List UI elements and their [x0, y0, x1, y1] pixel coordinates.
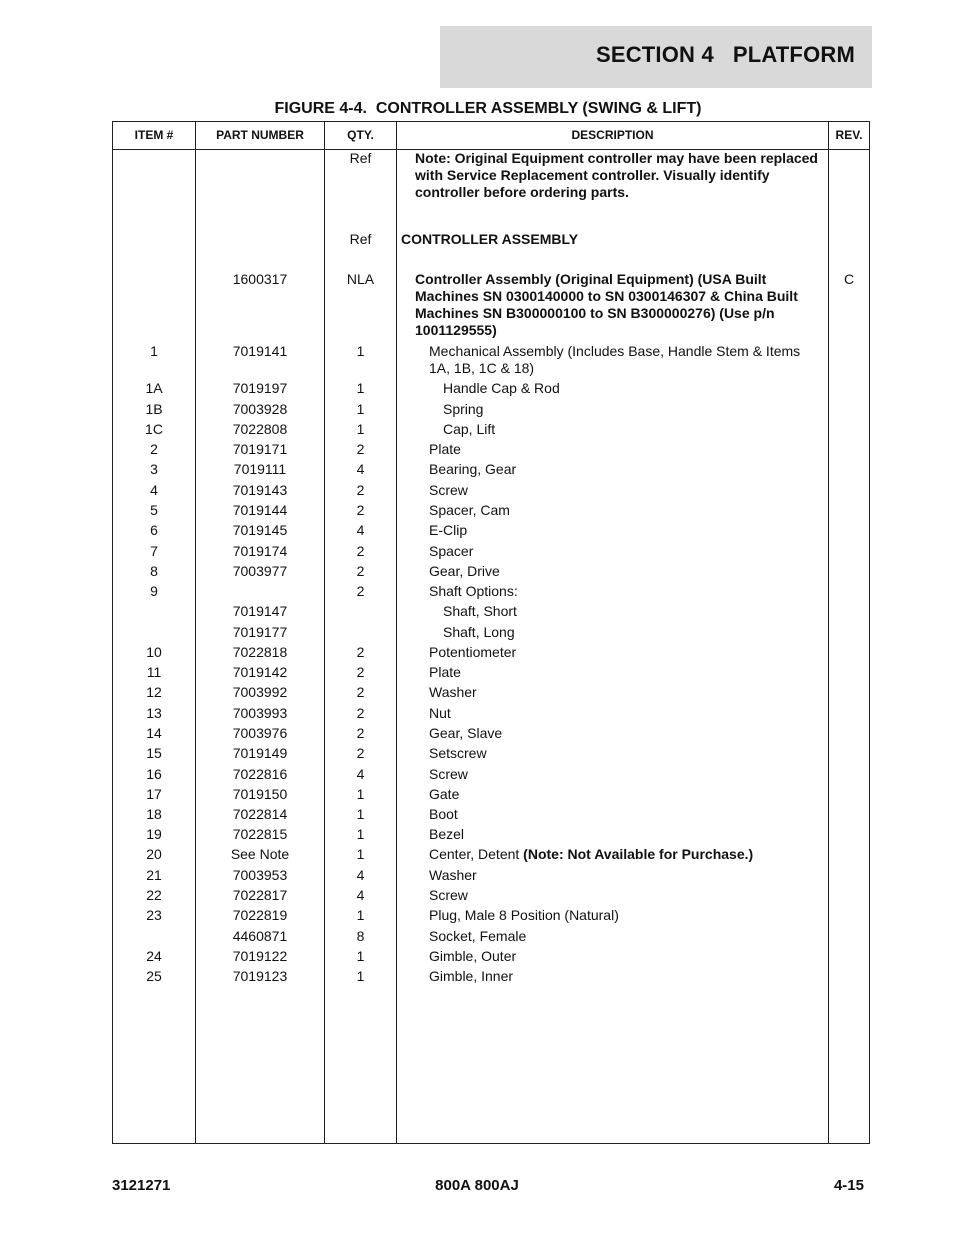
description	[443, 421, 825, 438]
description-text: Washer	[429, 684, 477, 700]
item-number: 6	[150, 522, 158, 538]
item-number: 20	[146, 846, 162, 862]
part-number: 7019144	[232, 502, 288, 518]
item-number: 18	[146, 806, 162, 822]
part-number: 7019150	[232, 786, 288, 802]
description	[429, 644, 825, 661]
quantity: 1	[356, 786, 365, 802]
section-title: SECTION 4 PLATFORM	[595, 42, 855, 67]
quantity: 1	[356, 948, 365, 964]
description	[429, 705, 825, 722]
quantity: 2	[356, 482, 365, 498]
description-text: Nut	[429, 705, 451, 721]
description	[415, 271, 825, 339]
part-number: 7019111	[233, 461, 287, 477]
description	[429, 563, 825, 580]
description-text: Center, Detent	[429, 846, 524, 862]
quantity: 1	[356, 826, 365, 842]
part-number: 7019197	[232, 380, 288, 396]
part-number: 7019141	[232, 343, 288, 359]
quantity: 4	[356, 522, 365, 538]
quantity: 2	[356, 543, 365, 559]
item-number: 8	[150, 563, 158, 579]
quantity: 2	[356, 563, 365, 579]
quantity: 2	[356, 583, 365, 599]
part-number: 7022819	[232, 907, 288, 923]
footer-doc-number: 3121271	[112, 1177, 171, 1194]
description-text: Potentiometer	[429, 644, 517, 660]
description-text: Gear, Slave	[429, 725, 503, 741]
part-number: 7003953	[232, 867, 288, 883]
description-note: (Note: Not Available for Purchase.)	[523, 846, 754, 862]
part-number: 7022818	[232, 644, 288, 660]
description-text: Gimble, Inner	[429, 968, 514, 984]
description-text: Screw	[429, 482, 468, 498]
part-number: 7019122	[232, 948, 288, 964]
description-text: Shaft, Long	[443, 624, 515, 640]
description-text: Shaft, Short	[443, 603, 517, 619]
quantity: 2	[356, 441, 365, 457]
description-text: Boot	[429, 806, 458, 822]
part-number: 7019177	[232, 624, 288, 640]
description	[443, 624, 825, 641]
description	[429, 461, 825, 478]
description-text: Bearing, Gear	[429, 461, 517, 477]
description	[429, 928, 825, 945]
description	[429, 745, 825, 762]
part-number: See Note	[230, 846, 290, 862]
description-text: Screw	[429, 766, 468, 782]
description-text: Plate	[429, 441, 461, 457]
description-text: Controller Assembly (Original Equipment) (USA Built Machines SN 0300140000 to SN 0300146307 & China Built Machines SN B300000100 to SN B300000276) (Use p/n 1001129555)	[415, 271, 802, 338]
item-number: 7	[150, 543, 158, 559]
description-text: Socket, Female	[429, 928, 527, 944]
item-number: 22	[146, 887, 162, 903]
quantity: 2	[356, 745, 365, 761]
item-number: 16	[146, 766, 162, 782]
description-text: Setscrew	[429, 745, 487, 761]
description-text: Plate	[429, 664, 461, 680]
item-number: 1A	[145, 380, 163, 396]
description-text: Washer	[429, 867, 477, 883]
description	[443, 380, 825, 397]
description-text: CONTROLLER ASSEMBLY	[401, 231, 579, 247]
description	[429, 867, 825, 884]
part-number: 7019123	[232, 968, 288, 984]
quantity: 1	[356, 968, 365, 984]
description	[429, 786, 825, 803]
quantity: 2	[356, 684, 365, 700]
item-number: 12	[146, 684, 162, 700]
quantity: Ref	[349, 231, 372, 247]
quantity: 4	[356, 461, 365, 477]
description	[429, 502, 825, 519]
item-number: 4	[150, 482, 158, 498]
quantity: 4	[356, 867, 365, 883]
description	[429, 543, 825, 560]
description	[429, 725, 825, 742]
quantity: 1	[356, 401, 365, 417]
part-number: 7003992	[232, 684, 288, 700]
part-number: 7022815	[232, 826, 288, 842]
item-number: 19	[146, 826, 162, 842]
item-number: 14	[146, 725, 162, 741]
quantity: 2	[356, 502, 365, 518]
quantity: 4	[356, 766, 365, 782]
part-number: 7019142	[232, 664, 288, 680]
part-number: 7019149	[232, 745, 288, 761]
footer-model: 800A 800AJ	[435, 1177, 519, 1194]
quantity: 1	[356, 343, 365, 359]
description	[429, 583, 825, 600]
description-text: Spring	[443, 401, 484, 417]
description	[429, 887, 825, 904]
description	[429, 664, 825, 681]
description-text: Gimble, Outer	[429, 948, 517, 964]
description-text: Spacer, Cam	[429, 502, 510, 518]
quantity: NLA	[346, 271, 375, 287]
item-number: 1C	[145, 421, 163, 437]
quantity: Ref	[349, 150, 372, 166]
item-number: 1B	[145, 401, 163, 417]
part-number: 1600317	[232, 271, 288, 287]
description	[429, 482, 825, 499]
part-number: 7019145	[232, 522, 288, 538]
part-number: 7003928	[232, 401, 288, 417]
figure-title: FIGURE 4-4. CONTROLLER ASSEMBLY (SWING & LIFT)	[274, 100, 702, 117]
part-number: 7022817	[232, 887, 288, 903]
part-number: 7003977	[232, 563, 288, 579]
quantity: 4	[356, 887, 365, 903]
quantity: 2	[356, 644, 365, 660]
part-number: 7022808	[232, 421, 288, 437]
description-text: Plug, Male 8 Position (Natural)	[429, 907, 619, 923]
item-number: 13	[146, 705, 162, 721]
description	[429, 522, 825, 539]
description-text: Spacer	[429, 543, 474, 559]
description-text: Mechanical Assembly (Includes Base, Handle Stem & Items 1A, 1B, 1C & 18)	[429, 343, 805, 376]
description	[443, 401, 825, 418]
quantity: 8	[356, 928, 365, 944]
description	[401, 231, 825, 248]
description	[415, 150, 825, 201]
part-number: 7022816	[232, 766, 288, 782]
item-number: 10	[146, 644, 162, 660]
description-text: Gear, Drive	[429, 563, 500, 579]
column-header-rev: REV.	[835, 128, 863, 142]
item-number: 3	[150, 461, 158, 477]
description	[429, 948, 825, 965]
description-text: Screw	[429, 887, 468, 903]
column-header-part-number: PART NUMBER	[216, 128, 304, 142]
part-number: 7003993	[232, 705, 288, 721]
quantity: 2	[356, 664, 365, 680]
item-number: 21	[146, 867, 162, 883]
part-number: 4460871	[232, 928, 288, 944]
description-text: Gate	[429, 786, 460, 802]
part-number: 7022814	[232, 806, 288, 822]
part-number: 7019171	[232, 441, 288, 457]
part-number: 7019143	[232, 482, 288, 498]
description	[429, 806, 825, 823]
item-number: 2	[150, 441, 158, 457]
column-header-item: ITEM #	[134, 128, 174, 142]
quantity: 1	[356, 846, 365, 862]
description	[429, 766, 825, 783]
item-number: 9	[150, 583, 158, 599]
item-number: 5	[150, 502, 158, 518]
item-number: 11	[146, 664, 162, 680]
description	[429, 441, 825, 458]
description-text: Handle Cap & Rod	[443, 380, 560, 396]
part-number: 7003976	[232, 725, 288, 741]
item-number: 23	[146, 907, 162, 923]
description-text: Shaft Options:	[429, 583, 518, 599]
parts-table	[112, 121, 870, 1144]
description-text: Cap, Lift	[443, 421, 496, 437]
description	[429, 907, 825, 924]
quantity: 1	[356, 907, 365, 923]
item-number: 17	[146, 786, 162, 802]
description	[443, 603, 825, 620]
column-divider	[396, 122, 397, 1143]
description	[429, 343, 825, 377]
description	[429, 826, 825, 843]
quantity: 1	[356, 380, 365, 396]
column-header-qty: QTY.	[347, 128, 374, 142]
part-number: 7019174	[232, 543, 288, 559]
part-number: 7019147	[232, 603, 288, 619]
quantity: 2	[356, 705, 365, 721]
section-banner	[440, 26, 872, 88]
revision: C	[843, 271, 855, 287]
description-text: Bezel	[429, 826, 465, 842]
description-text: E-Clip	[429, 522, 468, 538]
column-header-description: DESCRIPTION	[571, 128, 654, 142]
item-number: 15	[146, 745, 162, 761]
description	[429, 846, 825, 863]
footer-page-number: 4-15	[833, 1177, 864, 1194]
description	[429, 684, 825, 701]
item-number: 1	[150, 343, 158, 359]
quantity: 1	[356, 806, 365, 822]
item-number: 25	[146, 968, 162, 984]
quantity: 1	[356, 421, 365, 437]
description	[429, 968, 825, 985]
description-text: Note: Original Equipment controller may have been replaced with Service Replacement controller. Visually identify controller before ordering parts.	[415, 150, 822, 200]
quantity: 2	[356, 725, 365, 741]
item-number: 24	[146, 948, 162, 964]
